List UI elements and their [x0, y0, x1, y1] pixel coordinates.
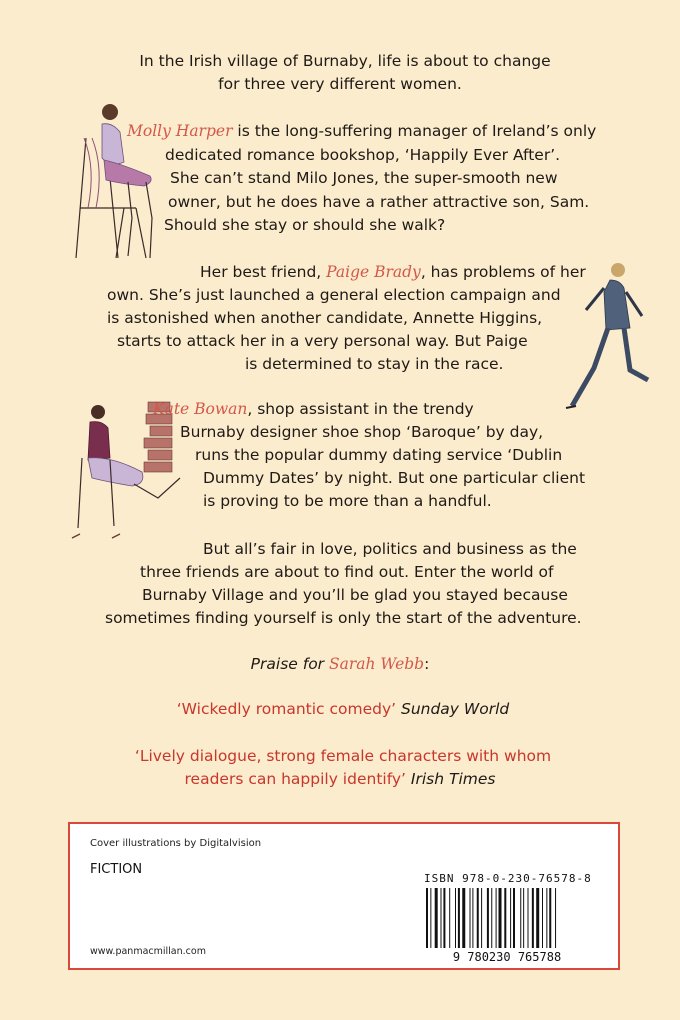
praise-heading: Praise for Sarah Webb:	[250, 655, 430, 673]
publisher-info-box	[68, 822, 620, 970]
closing-line-2: three friends are about to find out. Enter the world of	[140, 563, 554, 581]
paige-line-5: is determined to stay in the race.	[245, 355, 504, 373]
barcode	[412, 888, 602, 964]
molly-name: Molly Harper	[127, 122, 233, 140]
molly-line-4: owner, but he does have a rather attractive son, Sam.	[168, 193, 590, 211]
molly-line-5: Should she stay or should she walk?	[164, 216, 446, 234]
closing-line-3: Burnaby Village and you’ll be glad you stayed because	[142, 586, 568, 604]
author-name: Sarah Webb	[328, 655, 425, 673]
kate-line-4: Dummy Dates’ by night. But one particular client	[203, 469, 586, 487]
intro-line-1: In the Irish village of Burnaby, life is about to change	[139, 52, 551, 70]
paige-line-4: starts to attack her in a very personal way. But Paige	[117, 332, 528, 350]
kate-name: Kate Bowan	[153, 400, 248, 418]
paige-line-3: is astonished when another candidate, Annette Higgins,	[107, 309, 543, 327]
paige-name: Paige Brady	[326, 263, 421, 281]
kate-line-5: is proving to be more than a handful.	[203, 492, 492, 510]
molly-line-3: She can’t stand Milo Jones, the super-smooth new	[170, 169, 558, 187]
closing-line-1: But all’s fair in love, politics and business as the	[203, 540, 577, 558]
quote-1: ‘Wickedly romantic comedy’ Sunday World	[176, 700, 510, 718]
quote-2-line-1: ‘Lively dialogue, strong female characters with whom	[134, 747, 552, 765]
publisher-website: www.panmacmillan.com	[90, 946, 206, 957]
paige-line-2: own. She’s just launched a general election campaign and	[107, 286, 561, 304]
intro-line-2: for three very different women.	[218, 75, 462, 93]
paige-line-1: Her best friend, Paige Brady, has problems of her	[200, 263, 586, 281]
genre-label: FICTION	[90, 862, 143, 877]
molly-line-1: Molly Harper is the long-suffering manager of Ireland’s only	[127, 122, 597, 140]
kate-line-3: runs the popular dummy dating service ‘Dublin	[195, 446, 563, 464]
paige-illustration	[560, 258, 650, 418]
kate-line-1: Kate Bowan, shop assistant in the trendy	[153, 400, 474, 418]
kate-line-2: Burnaby designer shoe shop ‘Baroque’ by day,	[180, 423, 544, 441]
cover-credits: Cover illustrations by Digitalvision	[90, 838, 262, 849]
barcode-digits: 9 780230 765788	[452, 950, 562, 964]
closing-line-4: sometimes finding yourself is only the start of the adventure.	[105, 609, 582, 627]
isbn-label: ISBN 978-0-230-76578-8	[424, 872, 592, 885]
molly-line-2: dedicated romance bookshop, ‘Happily Ever After’.	[165, 146, 561, 164]
quote-2-line-2: readers can happily identify’ Irish Times	[184, 770, 496, 788]
